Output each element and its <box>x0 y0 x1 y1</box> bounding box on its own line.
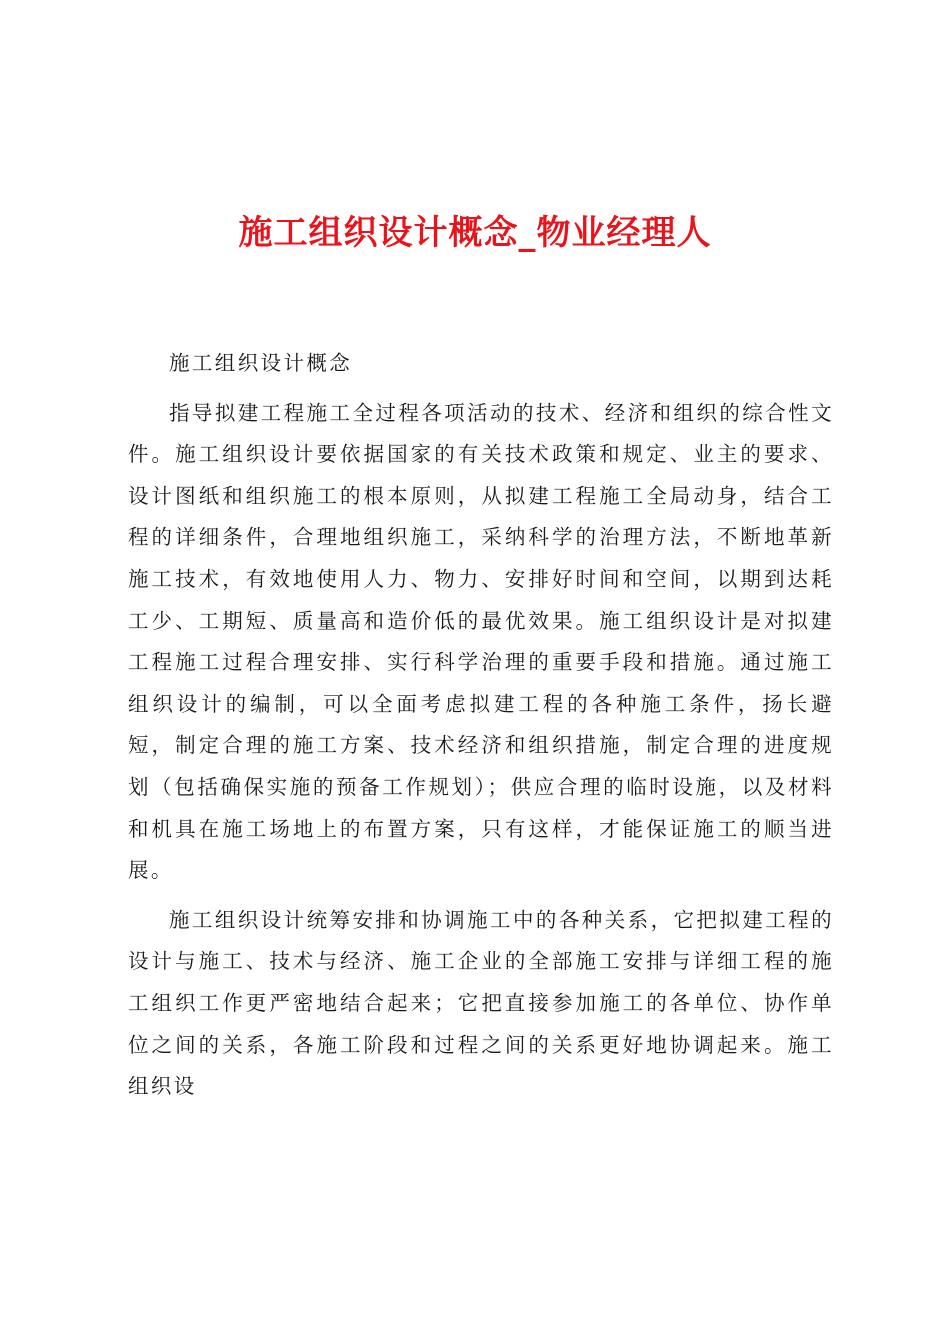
body-paragraph: 指导拟建工程施工全过程各项活动的技术、经济和组织的综合性文件。施工组织设计要依据国家的有关技术政策和规定、业主的要求、设计图纸和组织施工的根本原则，从拟建工程施工全局动身，结合工程的详细条件，合理地组织施工，采纳科学的治理方法，不断地革新施工技术，有效地使用人力、物力、安排好时间和空间，以期到达耗工少、工期短、质量高和造价低的最优效果。施工组织设计是对拟建工程施工过程合理安排、实行科学治理的重要手段和措施。通过施工组织设计的编制，可以全面考虑拟建工程的各种施工条件，扬长避短，制定合理的施工方案、技术经济和组织措施，制定合理的进度规划（包括确保实施的预备工作规划）；供应合理的临时设施，以及材料和机具在施工场地上的布置方案，只有这样，才能保证施工的顺当进展。 <box>128 400 834 883</box>
body-paragraph: 施工组织设计统筹安排和协调施工中的各种关系，它把拟建工程的设计与施工、技术与经济、施工企业的全部施工安排与详细工程的施工组织工作更严密地结合起来；它把直接参加施工的各单位、协作单位之间的关系，各施工阶段和过程之间的关系更好地协调起来。施工组织设 <box>128 907 834 1099</box>
document-title: 施工组织设计概念_物业经理人 <box>238 213 712 253</box>
document-body <box>128 343 834 1108</box>
section-heading: 施工组织设计概念 <box>169 351 353 375</box>
